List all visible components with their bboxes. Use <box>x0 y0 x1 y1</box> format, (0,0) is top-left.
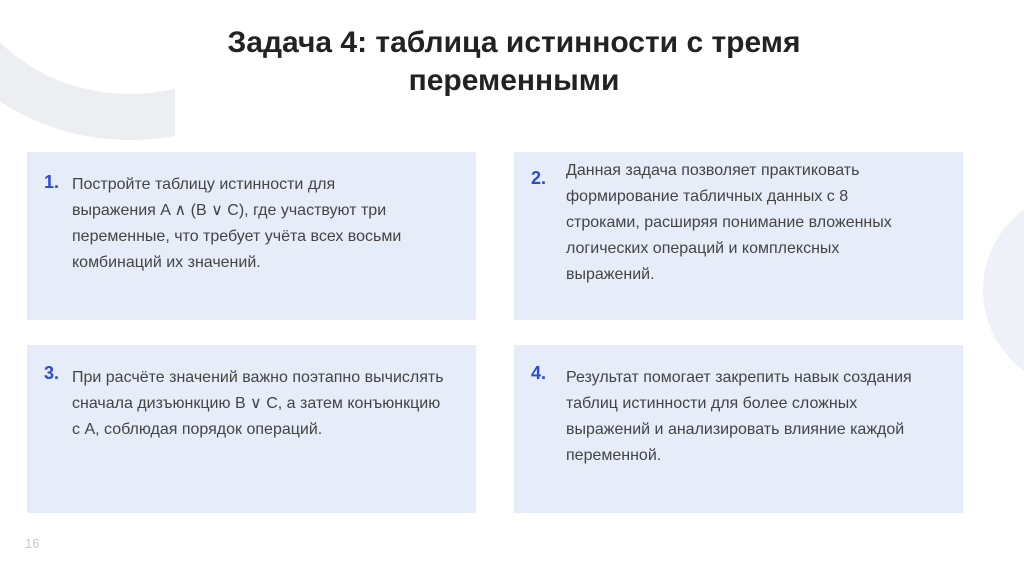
decorative-circle <box>983 190 1024 390</box>
page-number: 16 <box>25 536 40 551</box>
card-4 <box>514 345 963 513</box>
card-2 <box>514 152 963 320</box>
card-1 <box>27 152 476 320</box>
slide-title: Задача 4: таблица истинности с тремя переменными <box>227 26 801 97</box>
card-1-text: Постройте таблицу истинности для выражения A ∧ (B ∨ C), где участвуют три переменные, что требует учёта всех восьми комбинаций их значений. <box>72 176 402 271</box>
card-3 <box>27 345 476 513</box>
card-1-number: 1. <box>44 172 60 192</box>
card-3-number: 3. <box>44 363 60 383</box>
card-4-text: Результат помогает закрепить навык создания таблиц истинности для более сложных выражений и анализировать влияние каждой переменной. <box>566 369 912 464</box>
card-4-number: 4. <box>531 363 547 383</box>
card-2-text: Данная задача позволяет практиковать формирование табличных данных с 8 строками, расширяя понимание вложенных логических операций и комплексных выражений. <box>566 162 892 283</box>
card-3-text: При расчёте значений важно поэтапно вычислять сначала дизъюнкцию B ∨ C, а затем конъюнкцию с A, соблюдая порядок операций. <box>72 369 444 438</box>
card-2-number: 2. <box>531 168 547 188</box>
